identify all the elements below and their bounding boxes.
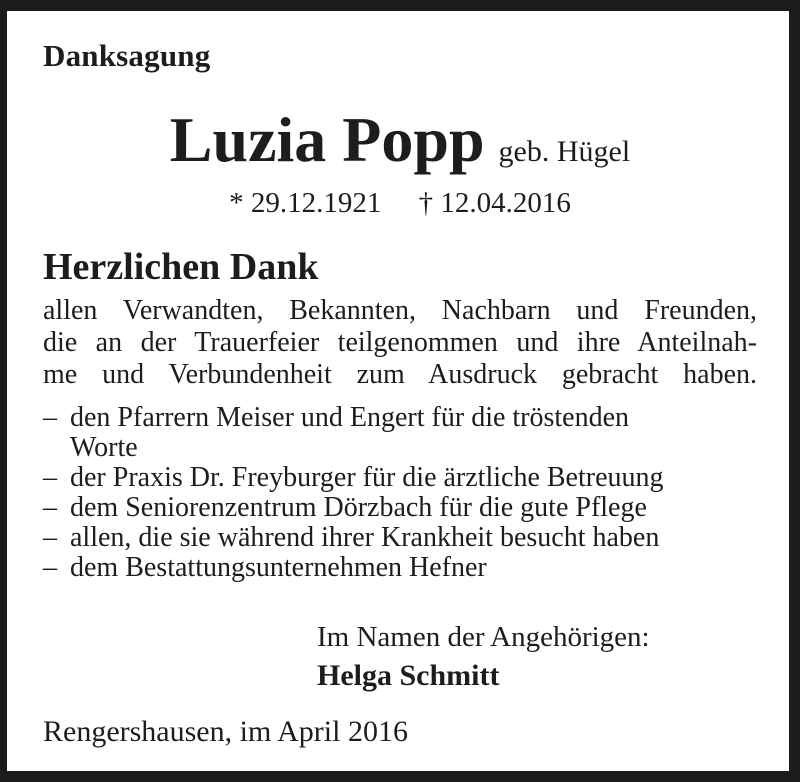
salutation-heading: Herzlichen Dank xyxy=(43,246,319,288)
paragraph-line: me und Verbundenheit zum Ausdruck gebracht haben. xyxy=(43,359,757,390)
paragraph-line: die an der Trauerfeier teilgenommen und ihre Anteilnah- xyxy=(43,327,757,358)
list-item-text: der Praxis Dr. Freyburger für die ärztliche Betreuung xyxy=(70,462,664,493)
thanks-list xyxy=(43,403,757,583)
list-item-text: allen, die sie während ihrer Krankheit besucht haben xyxy=(70,522,660,553)
dash-bullet: – xyxy=(43,522,57,553)
deceased-name: Luzia Popp xyxy=(169,104,485,175)
list-item-text: den Pfarrern Meiser und Engert für die tröstenden xyxy=(70,402,630,433)
notice-kicker: Danksagung xyxy=(43,38,211,73)
dash-bullet: – xyxy=(43,552,57,583)
life-dates xyxy=(43,186,757,220)
obituary-notice-sheet xyxy=(7,11,789,771)
list-item-text: dem Seniorenzentrum Dörzbach für die gute Pflege xyxy=(70,492,647,523)
signature-name: Helga Schmitt xyxy=(317,659,500,692)
thanks-paragraph xyxy=(43,295,757,391)
signature-block xyxy=(317,621,757,693)
list-item xyxy=(43,403,757,433)
place-dateline: Rengershausen, im April 2016 xyxy=(43,715,408,748)
paragraph-line: allen Verwandten, Bekannten, Nachbarn und Freunden, xyxy=(43,295,757,326)
list-item xyxy=(43,523,757,553)
dash-bullet: – xyxy=(43,462,57,493)
dash-bullet xyxy=(43,433,70,463)
list-item xyxy=(43,463,757,493)
death-date: † 12.04.2016 xyxy=(418,187,571,219)
list-item xyxy=(43,553,757,583)
signature-lead: Im Namen der Angehörigen: xyxy=(317,621,650,653)
list-item-text: dem Bestattungsunternehmen Hefner xyxy=(70,552,487,583)
list-item-text: Worte xyxy=(70,432,138,463)
dash-bullet: – xyxy=(43,402,57,433)
birth-date: * 29.12.1921 xyxy=(229,187,382,219)
list-item-continuation xyxy=(43,433,757,463)
maiden-name: geb. Hügel xyxy=(498,135,631,168)
deceased-name-line xyxy=(43,104,757,184)
dash-bullet: – xyxy=(43,492,57,523)
list-item xyxy=(43,493,757,523)
